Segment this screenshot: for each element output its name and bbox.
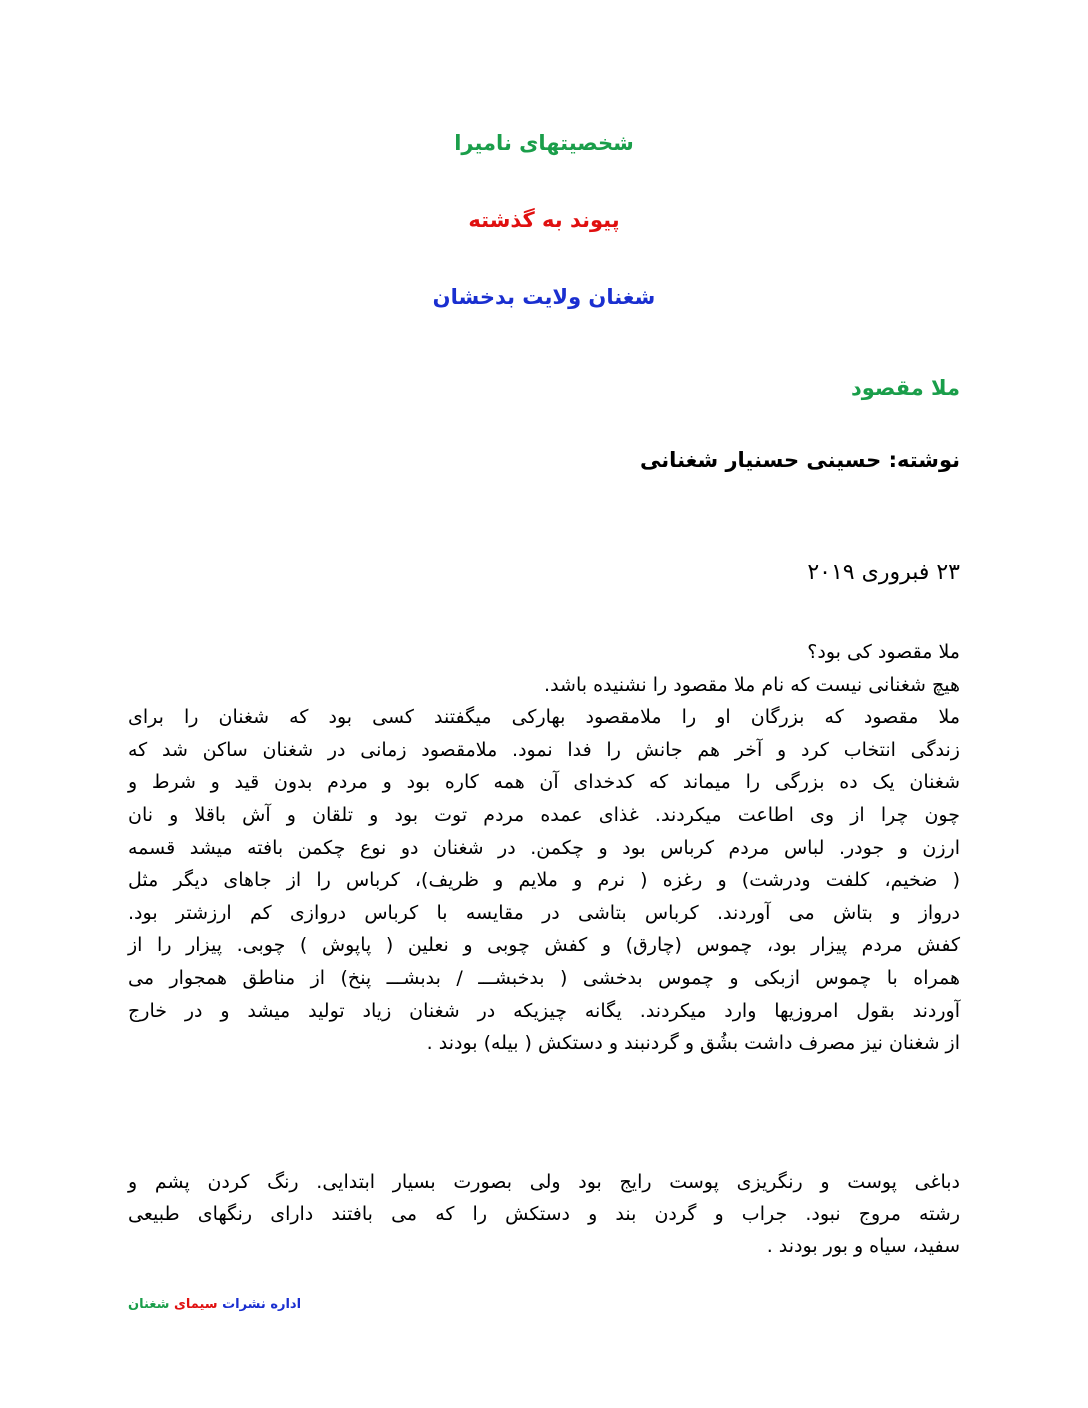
text-line: ( ضخیم، کلفت ودرشت) و رغزه ( نرم و ملایم و ظریف)، کرباس را از جاهای دیگر مثل — [128, 869, 960, 892]
series-subtitle: پیوند به گذشته — [468, 208, 620, 232]
text-line: درواز و بتاش می آوردند. کرباس بتاشی در مقایسه با کرباس دروازی کم ارزشتر بود. — [128, 901, 960, 924]
body-paragraph-2 — [128, 1166, 960, 1262]
text-line: ملا مقصود کی بود؟ — [807, 641, 960, 663]
body-paragraph-1 — [128, 636, 960, 1060]
text-line: کفش مردم پیزار بود، چموس (چارق) و کفش چوبی و نعلین ( پاپوش ) چوبی. پیزار را از — [128, 934, 960, 957]
text-line: رشته مروج نبود. جراب و گردن بند و دستکش را که می بافتند دارای رنگهای طبیعی — [128, 1203, 960, 1225]
text-line: همراه با چموس ازبکی و چموس بدخشی ( بدخبشـــ / بدبشـــ پنخ) از مناطق همجوار می — [128, 966, 960, 989]
publisher-footer — [128, 1297, 301, 1312]
footer-shughnan-word: شغنان — [128, 1297, 170, 1312]
date-line: ۲۳ فبروری ۲۰۱۹ — [807, 560, 960, 585]
footer-simay-word: سیمای — [173, 1297, 218, 1312]
subject-heading: ملا مقصود — [850, 376, 960, 400]
text-line: آوردند بقول امروزیها وارد میکردند. یگانه چیزیکه در شغنان زیاد تولید میشد و در خارج — [128, 999, 960, 1022]
location-heading: شغنان ولایت بدخشان — [432, 285, 656, 309]
text-line: هیچ شغنانی نیست که نام ملا مقصود را نشنیده باشد. — [544, 673, 960, 696]
text-line: شغنان یک ده بزرگی را میماند که کدخدای آن همه کاره بود و مردم بدون قید و شرط و — [128, 771, 960, 794]
text-line: زندگی انتخاب کرد و آخر هم جانش را فدا نمود. ملامقصود زمانی در شغنان ساکن شد که — [128, 738, 960, 761]
text-line: دباغی پوست و رنگریزی پوست رایج بود ولی بصورت بسیار ابتدایی. رنگ کردن پشم و — [128, 1171, 960, 1193]
text-line: سفید، سیاه و بور بودند . — [766, 1235, 960, 1257]
text-line: ملا مقصود که بزرگان او را ملامقصود بهارکی میگفتند کسی بود که شغنان را برای — [128, 706, 960, 729]
series-title: شخصیتهای نامیرا — [454, 131, 634, 155]
footer-publisher-label: اداره نشرات — [222, 1297, 302, 1312]
text-line: از شغنان نیز مصرف داشت بشُق و گردنبند و دستکش ( بیله) بودند . — [426, 1032, 960, 1055]
text-line: ارزن و جودر. لباس مردم کرباس بود و چکمن. در شغنان دو نوع چکمن بافته میشد قسمه — [128, 836, 960, 859]
author-line: نوشته: حسینی حسنیار شغنانی — [640, 448, 960, 472]
text-line: چون چرا از وی اطاعت میکردند. غذای عمده مردم توت بود و تلقان و آش باقلا و نان — [128, 803, 960, 826]
